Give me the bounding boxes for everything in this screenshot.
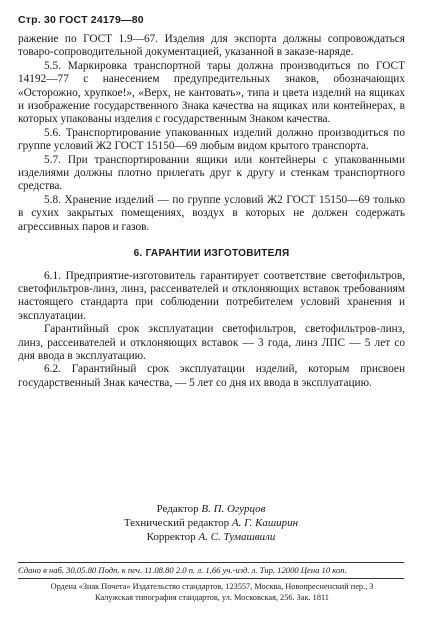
credits-block — [0, 502, 422, 544]
footer-line: Калужская типография стандартов, ул. Московская, 256. Зак. 1811 — [95, 592, 329, 602]
section-title: 6. ГАРАНТИИ ИЗГОТОВИТЕЛЯ — [133, 248, 290, 260]
divider — [18, 578, 404, 579]
paragraph: Гарантийный срок эксплуатации светофильтров, светофильтров-линз, линз, рассеивателей и отклоняющих вставок — 3 года, линз ЛПС — 5 лет со дня ввода в эксплуатацию. — [18, 323, 405, 362]
paragraph: 6.2. Гарантийный срок эксплуатации изделий, которым присвоен государственный Знак качества, — 5 лет со дня их ввода в эксплуатацию. — [18, 363, 405, 389]
paragraph: 5.6. Транспортирование упакованных изделий должно производиться по группе условий Ж2 ГОСТ 15150—69 любым видом крытого транспорта. — [18, 126, 405, 153]
credit-label: Редактор — [156, 503, 199, 515]
paragraph: 6.1. Предприятие-изготовитель гарантирует соответствие светофильтров, светофильтров-линз, линз, рассеивателей и отклоняющих вставок требованиям настоящего стандарта при соблюдении потребителем условий хранения и эксплуатации. — [18, 269, 405, 322]
paragraph: 5.8. Хранение изделий — по группе условий Ж2 ГОСТ 15150—69 только в сухих закрытых помещениях, воздух в которых не должен содержать агрессивных паров и газов. — [18, 193, 405, 233]
credit-editor — [0, 502, 422, 516]
paragraph: ражение по ГОСТ 1.9—67. Изделия для экспорта должны сопровождаться товаро-сопроводительной документацией, указанной в заказе-наряде. — [18, 33, 405, 59]
publisher-footer — [18, 582, 406, 603]
divider — [18, 562, 404, 563]
document-body — [18, 33, 405, 390]
credit-name: А. С. Тумашвили — [198, 531, 276, 543]
paragraph: 5.5. Маркировка транспортной тары должна производиться по ГОСТ 14192—77 с нанесением предупредительных знаков, обозначающих «Осторожно, хрупкое!», «Верх, не кантовать», типа и цвета изделий на ящиках и изображение государственного Знака качества на ящиках или контейнерах, в которых упакованы изделия с государственным Знаком качества. — [18, 59, 405, 126]
section-6-body — [18, 270, 405, 391]
credit-proofreader — [0, 530, 422, 544]
paragraph: 5.7. При транспортировании ящики или контейнеры с упакованными изделиями должны плотно прилегать друг к другу и стенкам транспортного средства. — [18, 153, 405, 193]
credit-label: Корректор — [146, 531, 196, 543]
credit-tech-editor — [0, 516, 422, 530]
footer-line: Ордена «Знак Почета» Издательство стандартов, 123557, Москва, Новопресненский пер., 3 — [50, 582, 374, 591]
credit-name: А. Г. Каширин — [231, 517, 299, 529]
section-5-continuation — [18, 33, 405, 234]
credit-label: Технический редактор — [123, 517, 230, 529]
print-imprint: Сдано в наб. 30.05.80 Подп. к печ. 11.08.80 2.0 п. л. 1,66 уч.-изд. л. Тир. 12000 Цена 10 коп. — [18, 565, 347, 575]
page-header: Стр. 30 ГОСТ 24179—80 — [18, 14, 144, 26]
credit-name: В. П. Огурцов — [201, 503, 266, 515]
